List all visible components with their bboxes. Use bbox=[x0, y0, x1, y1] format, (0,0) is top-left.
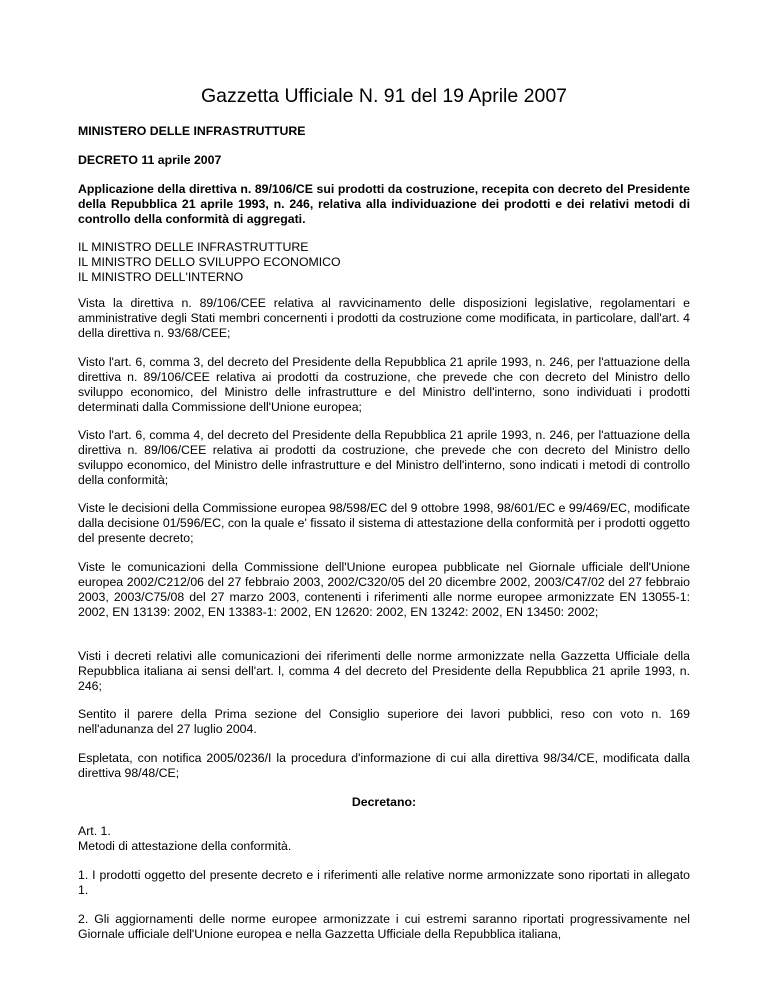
minister-infrastrutture: IL MINISTRO DELLE INFRASTRUTTURE bbox=[78, 240, 309, 254]
paragraph-vista-direttiva: Vista la direttiva n. 89/106/CEE relativa al ravvicinamento delle disposizioni legislative, regolamentari e amministrative degli Stati membri concernenti i prodotti da costruzione come modificata, in particolare, dall'art. 4 della direttiva n. 93/68/CEE; bbox=[78, 296, 690, 340]
article-title: Metodi di attestazione della conformità. bbox=[78, 839, 292, 853]
paragraph-comunicazioni: Viste le comunicazioni della Commissione dell'Unione europea pubblicate nel Giornale ufficiale dell'Unione europea 2002/C212/06 del 27 febbraio 2003, 2002/C320/05 del 20 dicembre 2002, 2003/C47/02 del 27 febbraio 2003, 2003/C75/08 del 27 marzo 2003, contenenti i riferimenti alle norme europee armonizzate EN 13055-1: 2002, EN 13139: 2002, EN 13383-1: 2002, EN 12620: 2002, EN 13242: 2002, EN 13450: 2002; bbox=[78, 560, 690, 619]
paragraph-decisioni-commissione: Viste le decisioni della Commissione europea 98/598/EC del 9 ottobre 1998, 98/601/EC e 99/469/EC, modificate dalla decisione 01/596/EC, con la quale e' fissato il sistema di attestazione della conformità per i prodotti oggetto del presente decreto; bbox=[78, 501, 690, 545]
article-number: Art. 1. bbox=[78, 824, 111, 838]
decree-heading: DECRETO 11 aprile 2007 bbox=[78, 153, 222, 167]
decretano-heading: Decretano: bbox=[351, 795, 417, 809]
article-1-heading bbox=[78, 824, 690, 854]
decree-subject: Applicazione della direttiva n. 89/106/CE sui prodotti da costruzione, recepita con decreto del Presidente della Repubblica 21 aprile 1993, n. 246, relativa alla individuazione dei prodotti e dei relativi metodi di controllo della conformità di aggregati. bbox=[78, 182, 690, 226]
article-item-2: 2. Gli aggiornamenti delle norme europee armonizzate i cui estremi saranno riportati progressivamente nel Giornale ufficiale dell'Unione europea e nella Gazzetta Ufficiale della Repubblica italiana, bbox=[78, 912, 690, 941]
article-item-1: 1. I prodotti oggetto del presente decreto e i riferimenti alle relative norme armonizzate sono riportati in allegato 1. bbox=[78, 868, 690, 897]
minister-sviluppo-economico: IL MINISTRO DELLO SVILUPPO ECONOMICO bbox=[78, 255, 341, 269]
minister-interno: IL MINISTRO DELL'INTERNO bbox=[78, 270, 244, 284]
gazette-title: Gazzetta Ufficiale N. 91 del 19 Aprile 2007 bbox=[200, 85, 568, 107]
paragraph-notifica: Espletata, con notifica 2005/0236/I la procedura d'informazione di cui alla direttiva 98/34/CE, modificata dalla direttiva 98/48/CE; bbox=[78, 751, 690, 780]
ministers-list bbox=[78, 240, 690, 285]
ministry-heading: MINISTERO DELLE INFRASTRUTTURE bbox=[78, 124, 306, 138]
paragraph-art6-comma4: Visto l'art. 6, comma 4, del decreto del Presidente della Repubblica 21 aprile 1993, n. 246, per l'attuazione della direttiva n. 89/l06/CEE relativa ai prodotti da costruzione, che prevede che con decreto del Ministro dello sviluppo economico, del Ministro delle infrastrutture e del Ministro dell'interno, sono indicati i metodi di controllo della conformità; bbox=[78, 428, 690, 487]
paragraph-decreti-norme: Visti i decreti relativi alle comunicazioni dei riferimenti delle norme armonizzate nella Gazzetta Ufficiale della Repubblica italiana ai sensi dell'art. l, comma 4 del decreto del Presidente della Repubblica 21 aprile 1993, n. 246; bbox=[78, 649, 690, 693]
paragraph-parere-consiglio: Sentito il parere della Prima sezione del Consiglio superiore dei lavori pubblici, reso con voto n. 169 nell'adunanza del 27 luglio 2004. bbox=[78, 707, 690, 736]
paragraph-art6-comma3: Visto l'art. 6, comma 3, del decreto del Presidente della Repubblica 21 aprile 1993, n. 246, per l'attuazione della direttiva n. 89/106/CEE relativa ai prodotti da costruzione, che prevede che con decreto del Ministro dello sviluppo economico, del Ministro delle infrastrutture e del Ministro dell'interno, sono individuati i prodotti determinati dalla Commissione dell'Unione europea; bbox=[78, 355, 690, 414]
